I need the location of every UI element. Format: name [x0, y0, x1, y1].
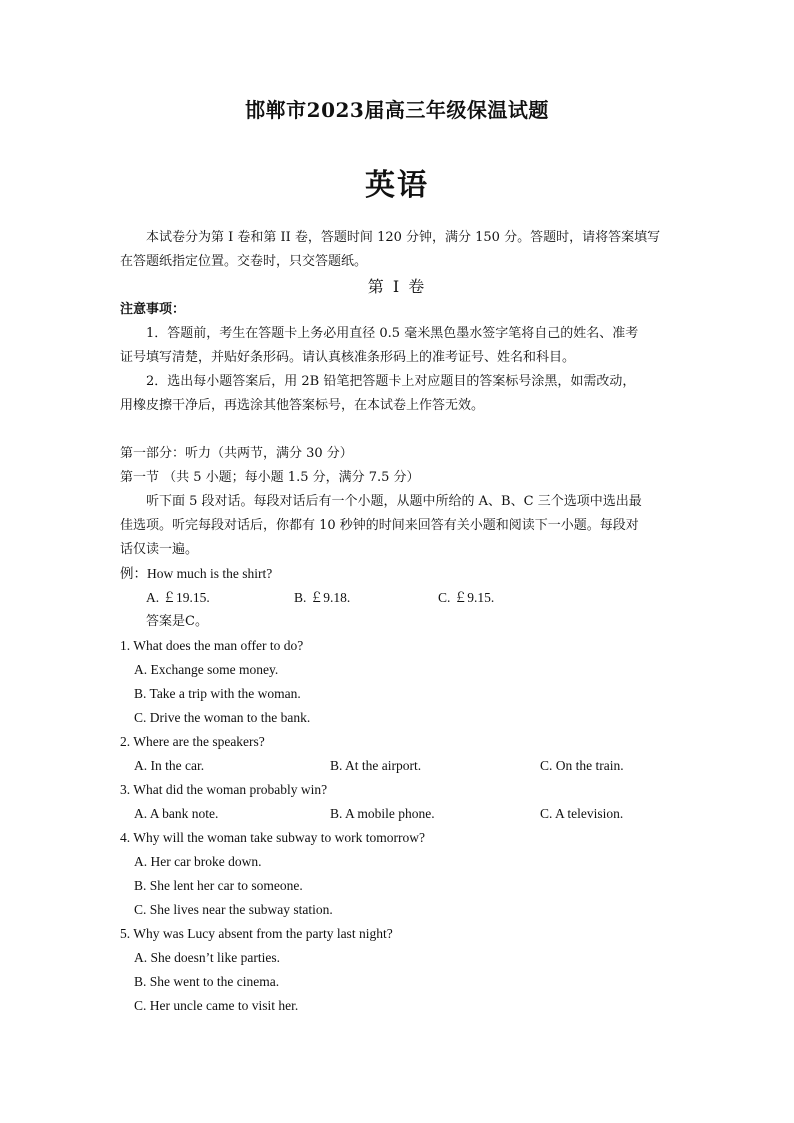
- question-1-option-a: A. Exchange some money.: [134, 662, 279, 677]
- instruction-line-2: 佳选项。听完每段对话后，你都有 10 秒钟的时间来回答有关小题和阅读下一小题。每段对: [120, 518, 639, 533]
- part1-heading: 第一部分：听力（共两节，满分 30 分）: [120, 446, 353, 461]
- example-option-a: A. ￡19.15.: [146, 590, 210, 605]
- question-3-option-b: B. A mobile phone.: [330, 806, 435, 821]
- example-option-c: C. ￡9.15.: [438, 590, 495, 605]
- question-1: 1. What does the man offer to do?: [120, 638, 304, 653]
- instruction-line-1: 听下面 5 段对话。每段对话后有一个小题，从题中所给的 A、B、C 三个选项中选出最: [146, 494, 642, 509]
- intro-line-2: 在答题纸指定位置。交卷时，只交答题纸。: [120, 254, 368, 269]
- notes-heading: 注意事项：: [120, 302, 186, 317]
- question-5-option-b: B. She went to the cinema.: [134, 974, 280, 989]
- question-5: 5. Why was Lucy absent from the party last night?: [120, 926, 393, 941]
- question-4-option-b: B. She lent her car to someone.: [134, 878, 303, 893]
- example-option-b: B. ￡9.18.: [294, 590, 351, 605]
- note-1-line-2: 证号填写清楚，并贴好条形码。请认真核准条形码上的准考证号、姓名和科目。: [120, 350, 576, 365]
- question-3: 3. What did the woman probably win?: [120, 782, 328, 797]
- question-2-option-a: A. In the car.: [134, 758, 205, 773]
- question-1-option-c: C. Drive the woman to the bank.: [134, 710, 311, 725]
- example-question: 例：How much is the shirt?: [120, 566, 273, 581]
- instruction-line-3: 话仅读一遍。: [120, 542, 199, 557]
- question-2-option-c: C. On the train.: [540, 758, 624, 773]
- note-1-line-1: 1．答题前，考生在答题卡上务必用直径 0.5 毫米黑色墨水签字笔将自己的姓名、准考: [146, 326, 639, 341]
- question-5-option-a: A. She doesn’t like parties.: [134, 950, 280, 965]
- exam-title: 邯郸市2023届高三年级保温试题: [245, 98, 549, 122]
- question-2-option-b: B. At the airport.: [330, 758, 422, 773]
- note-2-line-1: 2．选出每小题答案后，用 2B 铅笔把答题卡上对应题目的答案标号涂黑，如需改动，: [146, 374, 636, 389]
- subject-title: 英语: [365, 168, 429, 203]
- section-title: 第 I 卷: [367, 277, 427, 296]
- intro-line-1: 本试卷分为第 I 卷和第 II 卷，答题时间 120 分钟，满分 150 分。答题时，请将答案填写: [146, 230, 661, 245]
- example-answer: 答案是C。: [146, 614, 208, 629]
- note-2-line-2: 用橡皮擦干净后，再选涂其他答案标号，在本试卷上作答无效。: [120, 398, 485, 413]
- question-1-option-b: B. Take a trip with the woman.: [134, 686, 301, 701]
- question-5-option-c: C. Her uncle came to visit her.: [134, 998, 299, 1013]
- section1-heading: 第一节 （共 5 小题；每小题 1.5 分，满分 7.5 分）: [120, 470, 420, 485]
- question-2: 2. Where are the speakers?: [120, 734, 265, 749]
- question-4-option-c: C. She lives near the subway station.: [134, 902, 333, 917]
- question-4: 4. Why will the woman take subway to work tomorrow?: [120, 830, 425, 845]
- question-3-option-a: A. A bank note.: [134, 806, 219, 821]
- question-4-option-a: A. Her car broke down.: [134, 854, 262, 869]
- question-3-option-c: C. A television.: [540, 806, 624, 821]
